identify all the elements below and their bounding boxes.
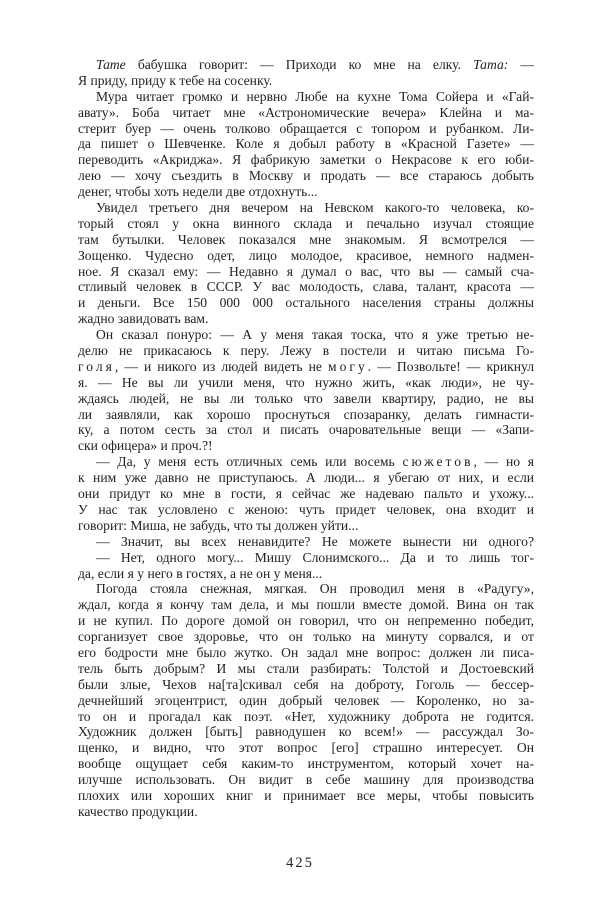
text-segment: плохих или хороших книг и принимает все меры, чтобы повысить bbox=[78, 787, 534, 803]
text-line bbox=[78, 486, 534, 502]
text-segment: стливый человек в СССР. У вас молодость, слава, талант, красота — bbox=[78, 279, 534, 295]
text-segment: то он и прогадал как поэт. «Нет, художнику доброта не годится. bbox=[78, 708, 534, 724]
text-line bbox=[78, 391, 534, 407]
text-segment: Я приду, приду к тебе на сосенку. bbox=[78, 72, 273, 88]
text-segment: ное. Я сказал ему: — Недавно я думал о вас, что вы — самый сча- bbox=[78, 263, 534, 279]
text-segment: и не купил. По дороге домой он говорил, что он непременно победит, bbox=[78, 613, 534, 629]
text-segment: бабушка говорит: — Приходи ко мне на елку. bbox=[125, 57, 474, 72]
paragraph bbox=[78, 550, 534, 582]
text-line bbox=[78, 645, 534, 661]
text-segment: авату». Боба читает мне «Астрономические вечера» Клейна и ма- bbox=[78, 104, 534, 120]
italic-text: Тата: bbox=[473, 57, 509, 72]
text-line bbox=[78, 136, 534, 152]
text-line bbox=[78, 772, 534, 788]
text-line bbox=[78, 152, 534, 168]
text-line bbox=[78, 184, 534, 200]
text-segment: — bbox=[508, 57, 534, 72]
text-line bbox=[78, 629, 534, 645]
text-segment: . — Позвольте! — крикнул bbox=[367, 358, 534, 374]
text-line bbox=[78, 788, 534, 804]
text-segment: ку, а потом сесть за стол и писать очаровательные вещи — «Запи- bbox=[78, 422, 534, 438]
text-line bbox=[78, 200, 534, 216]
text-line bbox=[78, 518, 534, 534]
text-line bbox=[78, 661, 534, 677]
text-line bbox=[78, 422, 534, 438]
paragraph bbox=[78, 327, 534, 454]
text-segment: Мура читает громко и нервно Любе на кухне Тома Сойера и «Гай- bbox=[96, 88, 534, 104]
text-segment: ждаясь людей, не вы ли только что завели квартиру, радио, не вы bbox=[78, 390, 534, 406]
text-line bbox=[78, 470, 534, 486]
text-line bbox=[78, 264, 534, 280]
text-line bbox=[78, 89, 534, 105]
text-segment: его бодрости мне было жутко. Он задал мне вопрос: должен ли писа- bbox=[78, 644, 534, 660]
text-block bbox=[78, 57, 534, 820]
letterspaced-text: могу bbox=[328, 358, 368, 374]
text-segment: денег, чтобы хоть недели две отдохнуть... bbox=[78, 184, 318, 200]
text-line bbox=[78, 566, 534, 582]
text-segment: жадно завидовать вам. bbox=[78, 311, 209, 327]
text-segment: да пишет о Шевченке. Коле я добыл работу в «Красной Газете» — bbox=[78, 136, 534, 152]
text-line bbox=[78, 597, 534, 613]
text-line bbox=[78, 375, 534, 391]
text-line bbox=[78, 613, 534, 629]
text-line bbox=[78, 168, 534, 184]
text-line bbox=[78, 359, 534, 375]
text-segment: Увидел третьего дня вечером на Невском какого-то человека, ко- bbox=[96, 200, 534, 216]
text-line bbox=[78, 232, 534, 248]
text-segment: щенко, и видно, что этот вопрос [его] страшно интересует. Он bbox=[78, 740, 534, 756]
text-line bbox=[78, 756, 534, 772]
text-segment: дечнейший эгоцентрист, один добрый человек — Короленко, но за- bbox=[78, 692, 534, 708]
paragraph bbox=[78, 200, 534, 327]
text-segment: ски офицера» и проч.?! bbox=[78, 438, 213, 454]
text-segment: тель быть добрым? И мы стали разбирать: Толстой и Достоевский bbox=[78, 660, 534, 676]
text-segment: , — и никого из людей видеть не bbox=[114, 358, 329, 374]
text-segment: вообще ощущает себя каким-то инструментом, который хочет на- bbox=[78, 756, 534, 772]
text-segment: Зощенко. Чудесно одет, лицо молодое, красивое, немного надмен- bbox=[78, 247, 534, 263]
paragraph bbox=[78, 454, 534, 533]
text-segment: , — но я bbox=[473, 454, 534, 470]
letterspaced-text: сюжетов bbox=[402, 454, 474, 470]
text-line bbox=[78, 804, 534, 820]
text-segment: — Нет, одного могу... Мишу Слонимского... Да и то лишь тог- bbox=[96, 549, 534, 565]
paragraph bbox=[78, 57, 534, 89]
text-segment: качество продукции. bbox=[78, 803, 198, 819]
text-line bbox=[78, 550, 534, 566]
text-line bbox=[78, 502, 534, 518]
text-segment: Он сказал понуро: — А у меня такая тоска, что я уже третью не- bbox=[96, 327, 534, 343]
text-line bbox=[78, 581, 534, 597]
letterspaced-text: голя bbox=[78, 358, 115, 374]
text-segment: торый стоял у окна винного склада и печально изучал стоящие bbox=[78, 215, 534, 231]
text-line bbox=[78, 693, 534, 709]
text-line bbox=[78, 677, 534, 693]
page-number: 425 bbox=[286, 855, 314, 871]
text-line bbox=[78, 73, 534, 89]
text-line bbox=[78, 279, 534, 295]
text-segment: Погода стояла снежная, мягкая. Он проводил меня в «Радугу», bbox=[96, 581, 534, 597]
text-segment: сорганизует свое здоровье, что он только на минуту сорвался, и от bbox=[78, 629, 534, 645]
text-segment: стерит буер — очень толково обращается с топором и рубанком. Ли- bbox=[78, 120, 534, 136]
text-segment: — Значит, вы всех ненавидите? Не можете вынести ни одного? bbox=[96, 533, 534, 549]
paragraph bbox=[78, 534, 534, 550]
text-segment: говорит: Миша, не забудь, что ты должен уйти... bbox=[78, 517, 359, 533]
text-line bbox=[78, 724, 534, 740]
text-segment: были злые, Чехов на[та]скивал себя на доброту, Гоголь — бессер- bbox=[78, 676, 534, 692]
text-line bbox=[78, 295, 534, 311]
text-segment: переводить «Акриджа». Я фабрикую заметки о Некрасове к его юби- bbox=[78, 152, 534, 168]
text-segment: да, если я у него в гостях, а не он у меня... bbox=[78, 565, 323, 581]
text-segment: они придут ко мне в гости, я сейчас же надеваю пальто и ухожу... bbox=[78, 486, 534, 502]
text-line bbox=[78, 454, 534, 470]
text-segment: там бутылки. Человек показался мне знакомым. Я всмотрелся — bbox=[78, 231, 534, 247]
text-segment: илучше использовать. Он видит в себе машину для производства bbox=[78, 772, 534, 788]
text-segment: Художник должен [быть] равнодушен ко всем!» — рассуждал Зо- bbox=[78, 724, 534, 740]
text-line bbox=[78, 534, 534, 550]
text-segment: ли заявляли, как хорошо проснуться спозаранку, делать гимнасти- bbox=[78, 406, 534, 422]
text-line bbox=[78, 121, 534, 137]
text-segment: — Да, у меня есть отличных семь или восемь bbox=[96, 454, 403, 470]
text-line bbox=[78, 105, 534, 121]
text-line bbox=[78, 740, 534, 756]
text-segment: лею — хочу съездить в Москву и продать — все стараюсь добыть bbox=[78, 168, 534, 184]
text-segment: ждал, когда я кончу там дела, и мы пошли вместе домой. Вина он так bbox=[78, 597, 534, 613]
paragraph bbox=[78, 89, 534, 200]
text-segment: и деньги. Все 150 000 000 остального населения страны должны bbox=[78, 295, 534, 311]
text-segment: я. — Не вы ли учили меня, что нужно жить, «как люди», не чу- bbox=[78, 374, 534, 390]
text-line bbox=[78, 327, 534, 343]
text-line bbox=[78, 311, 534, 327]
text-line bbox=[78, 248, 534, 264]
text-segment: делю не прикасаюсь к перу. Лежу в постели и читаю письма Го- bbox=[78, 343, 534, 359]
text-line bbox=[78, 709, 534, 725]
text-line bbox=[78, 57, 534, 73]
text-line bbox=[78, 438, 534, 454]
text-line bbox=[78, 216, 534, 232]
text-line bbox=[78, 407, 534, 423]
text-segment: У нас так условлено с женою: чуть придет человек, она входит и bbox=[78, 501, 534, 517]
text-segment: к ним уже давно не приступаюсь. А люди... я убегаю от них, и если bbox=[78, 470, 534, 486]
text-line bbox=[78, 343, 534, 359]
paragraph bbox=[78, 581, 534, 819]
italic-text: Тате bbox=[96, 57, 126, 72]
